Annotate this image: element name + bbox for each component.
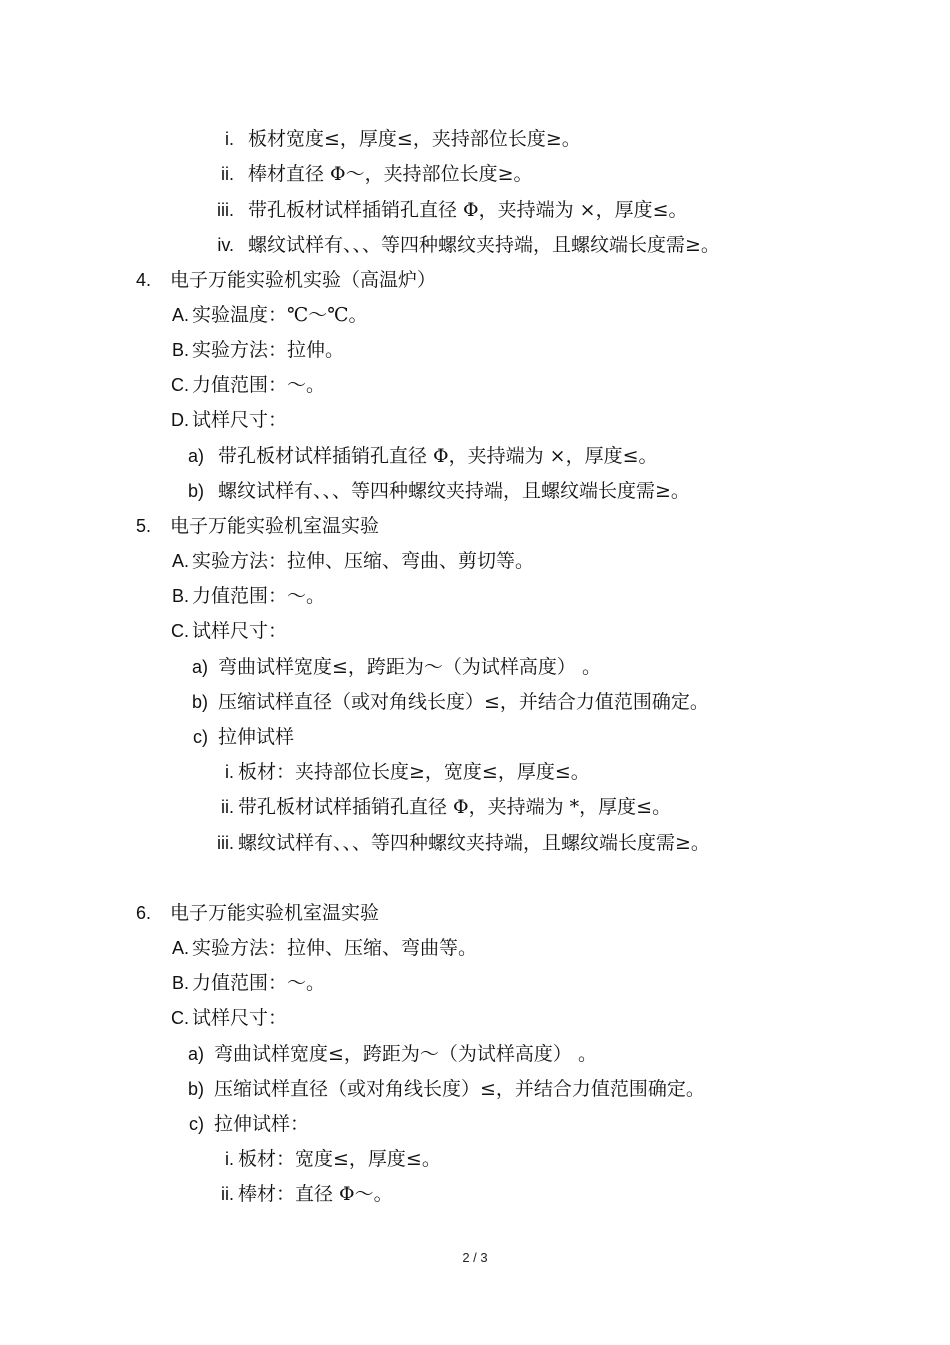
list-item [0, 795, 950, 819]
list-text: 带孔板材试样插销孔直径 Φ，夹持端为 *，厚度≤。 [238, 796, 672, 818]
list-item [0, 1006, 950, 1030]
list-marker: iii. [217, 200, 234, 220]
list-text: 板材：宽度≤，厚度≤。 [238, 1148, 441, 1170]
list-item [0, 901, 950, 925]
list-text: 力值范围：～。 [192, 374, 326, 396]
list-marker: a) [191, 657, 208, 677]
list-marker: a) [187, 1044, 204, 1064]
list-item [0, 338, 950, 362]
list-text: 实验方法：拉伸、压缩、弯曲等。 [192, 937, 478, 959]
list-item [0, 303, 950, 327]
list-marker: C. [171, 621, 189, 641]
list-item [0, 198, 950, 222]
list-item [0, 1182, 950, 1206]
list-item [0, 514, 950, 538]
list-marker: i. [225, 129, 234, 149]
list-marker: A. [171, 305, 189, 325]
list-marker: A. [171, 938, 189, 958]
list-item [0, 655, 950, 679]
list-item [0, 760, 950, 784]
list-marker: ii. [221, 797, 234, 817]
list-text: 实验方法：拉伸。 [192, 339, 345, 361]
list-item [0, 408, 950, 432]
list-marker: i. [225, 762, 234, 782]
list-item [0, 268, 950, 292]
list-item [0, 831, 950, 855]
list-item [0, 619, 950, 643]
list-text: 带孔板材试样插销孔直径 Φ，夹持端为 ×，厚度≤。 [218, 445, 658, 467]
list-marker: b) [191, 692, 208, 712]
list-text: 压缩试样直径（或对角线长度）≤，并结合力值范围确定。 [214, 1078, 705, 1100]
list-marker: i. [225, 1149, 234, 1169]
list-item [0, 444, 950, 468]
list-text: 试样尺寸： [192, 620, 288, 642]
list-text: 拉伸试样： [214, 1113, 310, 1135]
list-text: 试样尺寸： [192, 1007, 288, 1029]
list-marker: c) [193, 727, 208, 747]
list-text: 板材宽度≤，厚度≤，夹持部位长度≥。 [248, 128, 581, 150]
list-text: 带孔板材试样插销孔直径 Φ，夹持端为 ×，厚度≤。 [248, 199, 688, 221]
list-text: 螺纹试样有、、、等四种螺纹夹持端，且螺纹端长度需≥。 [238, 832, 710, 854]
list-marker: B. [171, 973, 189, 993]
list-marker: b) [187, 481, 204, 501]
list-text: 棒材直径 Φ～，夹持部位长度≥。 [248, 163, 533, 185]
list-text: 螺纹试样有、、、等四种螺纹夹持端，且螺纹端长度需≥。 [218, 480, 690, 502]
list-marker: ii. [221, 1184, 234, 1204]
list-marker: C. [171, 1008, 189, 1028]
list-marker: B. [171, 340, 189, 360]
page-number: 2 / 3 [462, 1250, 488, 1265]
list-text: 弯曲试样宽度≤，跨距为～（为试样高度） 。 [218, 656, 601, 678]
list-item [0, 162, 950, 186]
list-item [0, 1077, 950, 1101]
list-text: 棒材：直径 Φ～。 [238, 1183, 393, 1205]
list-text: 弯曲试样宽度≤，跨距为～（为试样高度） 。 [214, 1043, 597, 1065]
list-marker: c) [189, 1114, 204, 1134]
list-text: 电子万能实验机室温实验 [170, 515, 380, 537]
list-item [0, 127, 950, 151]
list-item [0, 1112, 950, 1136]
list-marker: iv. [217, 235, 234, 255]
list-item [0, 373, 950, 397]
list-text: 电子万能实验机实验（高温炉） [170, 269, 437, 291]
list-item [0, 584, 950, 608]
list-marker: b) [187, 1079, 204, 1099]
list-marker: D. [171, 410, 189, 430]
list-item [0, 690, 950, 714]
list-marker: ii. [221, 164, 234, 184]
list-marker: 5. [135, 516, 151, 536]
list-item [0, 971, 950, 995]
list-item [0, 936, 950, 960]
list-marker: A. [171, 551, 189, 571]
list-text: 板材：夹持部位长度≥，宽度≤，厚度≤。 [238, 761, 590, 783]
list-text: 实验温度：℃～℃。 [192, 304, 368, 326]
list-marker: 6. [135, 903, 151, 923]
list-text: 螺纹试样有、、、等四种螺纹夹持端，且螺纹端长度需≥。 [248, 234, 720, 256]
list-item [0, 1147, 950, 1171]
list-item [0, 725, 950, 749]
list-marker: 4. [135, 270, 151, 290]
list-item [0, 233, 950, 257]
list-marker: C. [171, 375, 189, 395]
list-item [0, 549, 950, 573]
list-marker: a) [187, 446, 204, 466]
list-text: 试样尺寸： [192, 409, 288, 431]
list-text: 力值范围：～。 [192, 972, 326, 994]
list-text: 压缩试样直径（或对角线长度）≤，并结合力值范围确定。 [218, 691, 709, 713]
list-text: 实验方法：拉伸、压缩、弯曲、剪切等。 [192, 550, 535, 572]
list-text: 力值范围：～。 [192, 585, 326, 607]
list-item [0, 479, 950, 503]
list-marker: iii. [217, 833, 234, 853]
list-text: 电子万能实验机室温实验 [170, 902, 380, 924]
list-marker: B. [171, 586, 189, 606]
list-item [0, 1042, 950, 1066]
list-text: 拉伸试样 [218, 726, 295, 748]
